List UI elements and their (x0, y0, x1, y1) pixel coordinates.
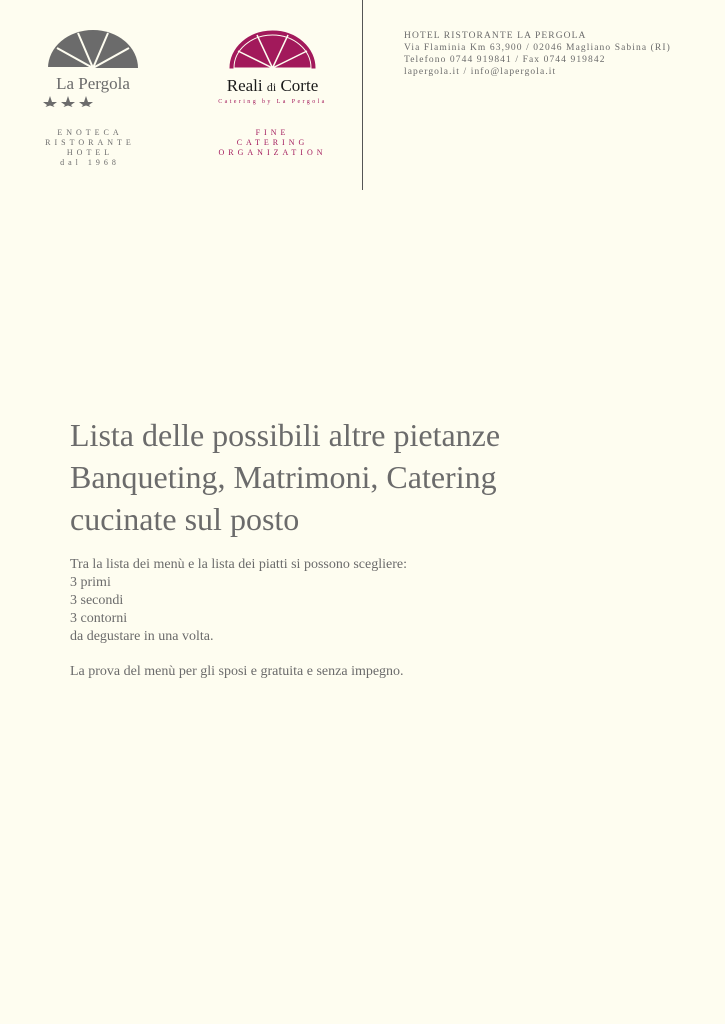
contact-phone: Telefono 0744 919841 / Fax 0744 919842 (404, 55, 606, 65)
title-line: Lista delle possibili altre pietanze (70, 417, 501, 453)
la-pergola-tagline (30, 128, 150, 168)
body-intro: Tra la lista dei menù e la lista dei piatti si possono scegliere: (70, 557, 407, 572)
tagline-line: FINE (255, 128, 290, 137)
reali-di-corte-logo (210, 30, 335, 105)
body-list-item: 3 secondi (70, 593, 124, 608)
tagline-line: CATERING (236, 138, 309, 147)
page-title (70, 414, 670, 540)
tagline-line: RISTORANTE (45, 138, 135, 147)
tagline-line: ORGANIZATION (218, 148, 327, 157)
tagline-line: HOTEL (66, 148, 114, 157)
contact-web-email: lapergola.it / info@lapergola.it (404, 67, 557, 77)
contact-hotel-name: HOTEL RISTORANTE LA PERGOLA (404, 31, 587, 41)
reali-name-connector: di (266, 80, 277, 94)
body-note: La prova del menù per gli sposi e gratuita e senza impegno. (70, 664, 404, 679)
reali-name-part: Reali (226, 76, 263, 95)
reali-tagline (205, 128, 340, 158)
contact-block (404, 30, 671, 78)
la-pergola-name: La Pergola (56, 74, 130, 93)
title-line: Banqueting, Matrimoni, Catering (70, 459, 497, 495)
body-list-item: 3 primi (70, 575, 111, 590)
tagline-line: ENOTECA (57, 128, 123, 137)
reali-subtitle: Catering by La Pergola (218, 99, 327, 105)
tagline-line: dal 1968 (60, 158, 120, 167)
contact-address: Via Flaminia Km 63,900 / 02046 Magliano Sabina (RI) (404, 43, 671, 53)
three-stars-icon (38, 95, 98, 107)
reali-name-part: Corte (280, 76, 319, 95)
body-text (70, 556, 670, 681)
header-divider (362, 0, 363, 190)
body-list-item: 3 contorni (70, 611, 128, 626)
pergola-fan-icon (38, 30, 148, 70)
la-pergola-logo (38, 30, 148, 107)
reali-di-corte-name (210, 77, 335, 96)
body-outro: da degustare in una volta. (70, 629, 214, 644)
reali-fan-icon (210, 30, 335, 70)
title-line: cucinate sul posto (70, 501, 300, 537)
